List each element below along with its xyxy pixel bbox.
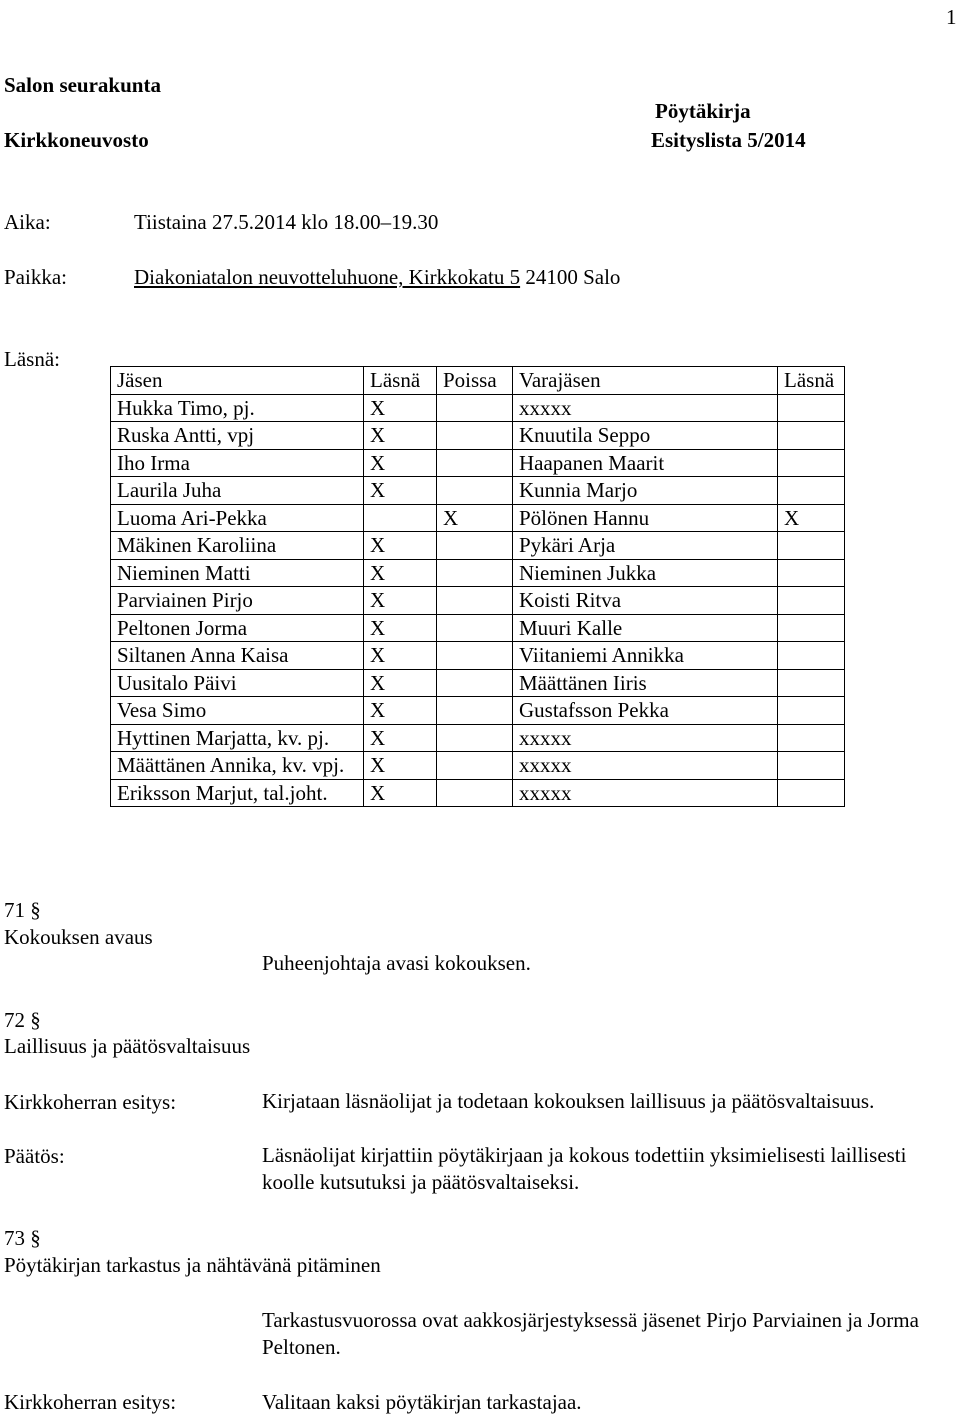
governing-body: Kirkkoneuvosto <box>4 128 149 152</box>
member-name-cell: Iho Irma <box>111 449 364 477</box>
deputy-name-cell: Viitaniemi Annikka <box>513 642 778 670</box>
section-72-heading <box>4 1007 41 1033</box>
section-72-proposal-label: Kirkkoherran esitys: <box>4 1090 177 1114</box>
member-present-cell: X <box>364 587 437 615</box>
deputy-present-cell <box>778 669 845 697</box>
member-absent-cell <box>437 752 513 780</box>
member-absent-cell <box>437 724 513 752</box>
member-present-cell: X <box>364 477 437 505</box>
member-absent-cell <box>437 587 513 615</box>
deputy-name-cell: Koisti Ritva <box>513 587 778 615</box>
member-name-cell: Määttänen Annika, kv. vpj. <box>111 752 364 780</box>
table-row <box>111 477 845 505</box>
deputy-name-cell: Kunnia Marjo <box>513 477 778 505</box>
section-73-heading <box>4 1225 41 1251</box>
member-name-cell: Uusitalo Päivi <box>111 669 364 697</box>
place-value-underlined: Diakoniatalon neuvotteluhuone, Kirkkokatu 5 <box>134 265 521 289</box>
deputy-name-cell: xxxxx <box>513 394 778 422</box>
member-name-cell: Hukka Timo, pj. <box>111 394 364 422</box>
member-present-cell: X <box>364 669 437 697</box>
member-absent-cell <box>437 532 513 560</box>
member-present-cell: X <box>364 559 437 587</box>
member-absent-cell: X <box>437 504 513 532</box>
section-72-number: 72 <box>4 1008 25 1032</box>
place-value-rest: 24100 Salo <box>520 265 621 289</box>
deputy-present-cell <box>778 449 845 477</box>
member-absent-cell <box>437 394 513 422</box>
deputy-present-cell <box>778 724 845 752</box>
deputy-present-cell <box>778 779 845 807</box>
member-present-cell: X <box>364 724 437 752</box>
member-name-cell: Ruska Antti, vpj <box>111 422 364 450</box>
deputy-present-cell <box>778 614 845 642</box>
member-absent-cell <box>437 669 513 697</box>
member-present-cell: X <box>364 779 437 807</box>
deputy-name-cell: Määttänen Iiris <box>513 669 778 697</box>
deputy-name-cell: Pykäri Arja <box>513 532 778 560</box>
section-73-intro-text: Tarkastusvuorossa ovat aakkosjärjestyksessä jäsenet Pirjo Parviainen ja Jorma Peltonen. <box>262 1308 919 1359</box>
member-absent-cell <box>437 642 513 670</box>
deputy-name-cell: Gustafsson Pekka <box>513 697 778 725</box>
place-label: Paikka: <box>4 265 67 289</box>
table-row <box>111 697 845 725</box>
section-73-number: 73 <box>4 1226 25 1250</box>
section-73-proposal-text: Valitaan kaksi pöytäkirjan tarkastajaa. <box>262 1390 582 1414</box>
header-deputy-present: Läsnä <box>778 367 845 395</box>
member-name-cell: Hyttinen Marjatta, kv. pj. <box>111 724 364 752</box>
section-73-proposal-label: Kirkkoherran esitys: <box>4 1390 177 1414</box>
deputy-name-cell: Pölönen Hannu <box>513 504 778 532</box>
member-name-cell: Parviainen Pirjo <box>111 587 364 615</box>
table-header-row <box>111 367 845 395</box>
deputy-present-cell <box>778 559 845 587</box>
table-row <box>111 669 845 697</box>
deputy-name-cell: Muuri Kalle <box>513 614 778 642</box>
member-absent-cell <box>437 422 513 450</box>
attendance-table-body <box>111 367 845 807</box>
table-row <box>111 449 845 477</box>
place-value <box>134 264 620 290</box>
deputy-present-cell: X <box>778 504 845 532</box>
deputy-name-cell: xxxxx <box>513 724 778 752</box>
present-label: Läsnä: <box>4 347 60 371</box>
section-72-decision-label: Päätös: <box>4 1144 65 1168</box>
deputy-present-cell <box>778 697 845 725</box>
member-name-cell: Laurila Juha <box>111 477 364 505</box>
deputy-name-cell: Knuutila Seppo <box>513 422 778 450</box>
member-absent-cell <box>437 449 513 477</box>
section-71-title: Kokouksen avaus <box>4 925 153 949</box>
member-name-cell: Nieminen Matti <box>111 559 364 587</box>
member-present-cell: X <box>364 642 437 670</box>
member-present-cell: X <box>364 449 437 477</box>
section-73-title: Pöytäkirjan tarkastus ja nähtävänä pitäminen <box>4 1253 381 1277</box>
member-name-cell: Siltanen Anna Kaisa <box>111 642 364 670</box>
table-row <box>111 779 845 807</box>
member-name-cell: Peltonen Jorma <box>111 614 364 642</box>
deputy-name-cell: Nieminen Jukka <box>513 559 778 587</box>
member-name-cell: Eriksson Marjut, tal.joht. <box>111 779 364 807</box>
table-row <box>111 504 845 532</box>
organization-name: Salon seurakunta <box>4 73 161 97</box>
section-71-number: 71 <box>4 898 25 922</box>
section-72-proposal-text: Kirjataan läsnäolijat ja todetaan kokouksen laillisuus ja päätösvaltaisuus. <box>262 1089 875 1113</box>
section-72-title: Laillisuus ja päätösvaltaisuus <box>4 1034 251 1058</box>
table-row <box>111 642 845 670</box>
table-row <box>111 752 845 780</box>
member-absent-cell <box>437 477 513 505</box>
table-row <box>111 394 845 422</box>
time-label: Aika: <box>4 210 51 234</box>
header-absent: Poissa <box>437 367 513 395</box>
member-present-cell: X <box>364 614 437 642</box>
document-id: Esityslista 5/2014 <box>651 128 806 152</box>
member-present-cell: X <box>364 422 437 450</box>
page-number: 1 <box>946 5 957 29</box>
header-deputy: Varajäsen <box>513 367 778 395</box>
deputy-present-cell <box>778 587 845 615</box>
deputy-present-cell <box>778 642 845 670</box>
member-name-cell: Vesa Simo <box>111 697 364 725</box>
deputy-present-cell <box>778 477 845 505</box>
member-name-cell: Mäkinen Karoliina <box>111 532 364 560</box>
table-row <box>111 532 845 560</box>
deputy-name-cell: Haapanen Maarit <box>513 449 778 477</box>
deputy-present-cell <box>778 752 845 780</box>
deputy-present-cell <box>778 532 845 560</box>
deputy-present-cell <box>778 394 845 422</box>
header-member: Jäsen <box>111 367 364 395</box>
document-type: Pöytäkirja <box>655 99 751 123</box>
section-73-mark: § <box>30 1226 41 1250</box>
member-absent-cell <box>437 559 513 587</box>
header-present: Läsnä <box>364 367 437 395</box>
section-71-text: Puheenjohtaja avasi kokouksen. <box>262 951 531 975</box>
table-row <box>111 422 845 450</box>
table-row <box>111 587 845 615</box>
member-absent-cell <box>437 697 513 725</box>
table-row <box>111 559 845 587</box>
deputy-name-cell: xxxxx <box>513 779 778 807</box>
section-71-mark: § <box>30 898 41 922</box>
member-present-cell <box>364 504 437 532</box>
section-72-mark: § <box>30 1008 41 1032</box>
member-absent-cell <box>437 779 513 807</box>
member-present-cell: X <box>364 532 437 560</box>
member-present-cell: X <box>364 697 437 725</box>
deputy-present-cell <box>778 422 845 450</box>
member-name-cell: Luoma Ari-Pekka <box>111 504 364 532</box>
deputy-name-cell: xxxxx <box>513 752 778 780</box>
member-absent-cell <box>437 614 513 642</box>
table-row <box>111 724 845 752</box>
member-present-cell: X <box>364 394 437 422</box>
member-present-cell: X <box>364 752 437 780</box>
section-72-decision-text: Läsnäolijat kirjattiin pöytäkirjaan ja kokous todettiin yksimielisesti laillisesti koolle kutsutuksi ja päätösvaltaiseksi. <box>262 1143 907 1194</box>
attendance-table <box>110 366 845 807</box>
section-71-heading <box>4 897 41 923</box>
table-row <box>111 614 845 642</box>
time-value: Tiistaina 27.5.2014 klo 18.00–19.30 <box>134 210 439 234</box>
